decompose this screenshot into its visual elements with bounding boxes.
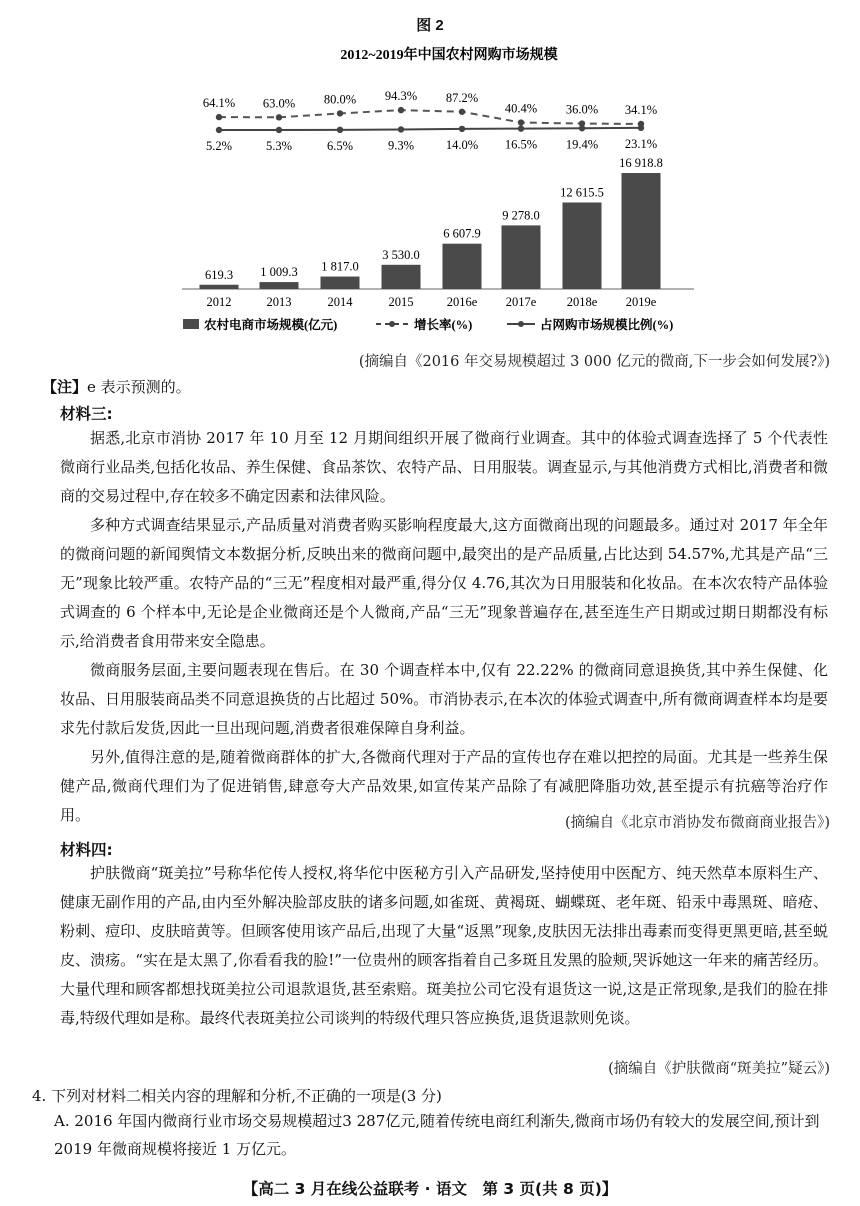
growth-rate-label-2014: 80.0% [323,92,357,107]
question-stem: 4. 下列对材料二相关内容的理解和分析,不正确的一项是(3 分) [32,1087,442,1105]
growth-rate-point-2017e [518,119,524,125]
x-tick-2019e: 2019e [625,295,657,309]
bar-2017e [502,225,541,289]
x-tick-2014: 2014 [327,295,353,309]
bar-2016e [443,244,482,289]
growth-rate-point-2016e [459,109,465,115]
growth-rate-point-2013 [276,114,282,120]
share-label-2013: 5.3% [265,138,293,153]
material3-paragraph-1: 据悉,北京市消协 2017 年 10 月至 12 月期间组织开展了微商行业调查。其中的体验式调查选择了 5 个代表性微商行业品类,包括化妆品、养生保健、食品茶饮、农特产品、日用服装。调查显示,与其他消费方式相比,消费者和微商的交易过程中,存在较多不确定因素和法律风险。 [60,429,828,505]
share-point-2014 [337,127,343,133]
growth-rate-label-2018e: 36.0% [565,102,599,117]
bar-label-2018e: 12 615.5 [560,185,604,200]
share-point-2013 [276,127,282,133]
share-label-2012: 5.2% [205,138,233,153]
x-tick-2016e: 2016e [446,295,478,309]
bar-label-2013: 1 009.3 [260,265,298,280]
bar-2013 [260,282,299,289]
share-label-2014: 6.5% [326,138,354,153]
material3-paragraph-2: 多种方式调查结果显示,产品质量对消费者购买影响程度最大,这方面微商出现的问题最多。通过对 2017 年全年的微商问题的新闻舆情文本数据分析,反映出来的微商问题中,最突出的是产品质量,占比达到 54.57%,尤其是产品“三无”现象比较严重。农特产品的“三无”程度相对最严重,得分仅 4.76,其次为日用服装和化妆品。在本次农特产品体验式调查的 6 个样本中,无论是企业微商还是个人微商,产品“三无”现象普遍存在,甚至连生产日期或过期日期都没有标示,给消费者食用带来安全隐患。 [60,516,828,650]
growth-rate-label-2012: 64.1% [202,96,236,111]
source-material4: (摘编自《护肤微商“斑美拉”疑云》) [608,1061,830,1077]
figure-label: 图 2 [416,17,444,34]
share-label-2017e: 16.5% [504,137,538,152]
share-label-2019e: 23.1% [624,136,658,151]
share-point-2018e [579,125,585,131]
material4-paragraph-1: 护肤微商“斑美拉”号称华佗传人授权,将华佗中医秘方引入产品研发,坚持使用中医配方、纯天然草本原料生产、健康无副作用的产品,由内至外解决脸部皮肤的诸多问题,如雀斑、黄褐斑、蝴蝶斑、老年斑、铅汞中毒黑斑、暗疮、粉刺、痘印、皮肤暗黄等。但顾客使用该产品后,出现了大量“返黑”现象,皮肤因无法排出毒素而变得更黑更暗,甚至蜕皮、溃疡。“实在是太黑了,你看看我的脸!”一位贵州的顾客指着自己多斑且发黑的脸颊,哭诉她这一年来的痛苦经历。大量代理和顾客都想找斑美拉公司退款退货,甚至索赔。斑美拉公司它没有退货这一说,这是正常现象,是我们的脸在排毒,特级代理如是称。最终代表斑美拉公司谈判的特级代理只答应换货,退货退款则免谈。 [60,864,828,1027]
legend-share-label: 占网购市场规模比例(%) [540,318,674,332]
share-point-2012 [216,127,222,133]
x-tick-2013: 2013 [266,295,292,309]
x-tick-2017e: 2017e [505,295,537,309]
growth-rate-label-2016e: 87.2% [445,90,479,105]
share-label-2018e: 19.4% [565,137,599,152]
note-text: e 表示预测的。 [87,378,191,396]
bar-label-2016e: 6 607.9 [443,226,481,241]
legend-growth-marker [389,321,395,327]
chart-title: 2012~2019年中国农村网购市场规模 [340,48,558,63]
bar-label-2015: 3 530.0 [382,247,420,262]
note [42,376,191,397]
source-material3: (摘编自《北京市消协发布微商商业报告》) [564,815,830,831]
bar-2014 [321,277,360,289]
share-label-2015: 9.3% [387,138,415,153]
x-tick-2015: 2015 [388,295,414,309]
growth-rate-label-2015: 94.3% [384,89,418,104]
source-material2: (摘编自《2016 年交易规模超过 3 000 亿元的微商,下一步会如何发展?》) [358,354,830,370]
x-tick-2018e: 2018e [566,295,598,309]
share-point-2019e [638,125,644,131]
growth-rate-point-2014 [337,110,343,116]
material3-paragraph-3: 微商服务层面,主要问题表现在售后。在 30 个调查样本中,仅有 22.22% 的微商同意退换货,其中养生保健、化妆品、日用服装商品类不同意退换货的占比超过 50%。市消协表示,在本次的体验式调查中,所有微商调查样本均是要求先付款后发货,因此一旦出现问题,消费者很难保障自身利益。 [60,661,828,737]
share-label-2016e: 14.0% [445,137,479,152]
legend-bar-swatch [183,319,199,329]
material3-heading: 材料三: [60,405,113,423]
bar-2015 [382,265,421,289]
material3-paragraph-4: 另外,值得注意的是,随着微商群体的扩大,各微商代理对于产品的宣传也存在难以把控的局面。尤其是一些养生保健产品,微商代理们为了促进销售,肆意夸大产品效果,如宣传某产品除了有减肥降脂功效,甚至提示有抗癌等治疗作用。 [60,748,828,824]
material4-heading: 材料四: [60,841,113,859]
share-point-2017e [518,125,524,131]
note-bracket: 【注】 [42,378,88,396]
legend-share-marker [518,321,524,327]
x-tick-2012: 2012 [206,295,232,309]
share-line [219,128,641,130]
bar-label-2012: 619.3 [204,267,234,282]
bar-label-2014: 1 817.0 [321,259,359,274]
bar-2018e [563,203,602,289]
legend-growth-label: 增长率(%) [414,318,473,332]
bar-label-2017e: 9 278.0 [502,208,540,223]
share-point-2016e [459,126,465,132]
growth-rate-point-2015 [398,107,404,113]
market-scale-chart [0,36,860,356]
bar-label-2019e: 16 918.8 [619,156,663,170]
bar-2012 [200,285,239,289]
share-point-2015 [398,126,404,132]
page-footer: 【高二 3 月在线公益联考 · 语文 第 3 页(共 8 页)】 [242,1180,618,1198]
growth-rate-label-2019e: 34.1% [624,102,658,117]
question-option-a: A. 2016 年国内微商行业市场交易规模超过3 287亿元,随着传统电商红利渐失,微商市场仍有较大的发展空间,预计到 2019 年微商规模将接近 1 万亿元。 [54,1112,820,1158]
bar-2019e [622,173,661,289]
growth-rate-label-2017e: 40.4% [504,101,538,116]
legend-bar-label: 农村电商市场规模(亿元) [204,318,338,332]
growth-rate-point-2012 [216,114,222,120]
growth-rate-label-2013: 63.0% [262,96,296,111]
